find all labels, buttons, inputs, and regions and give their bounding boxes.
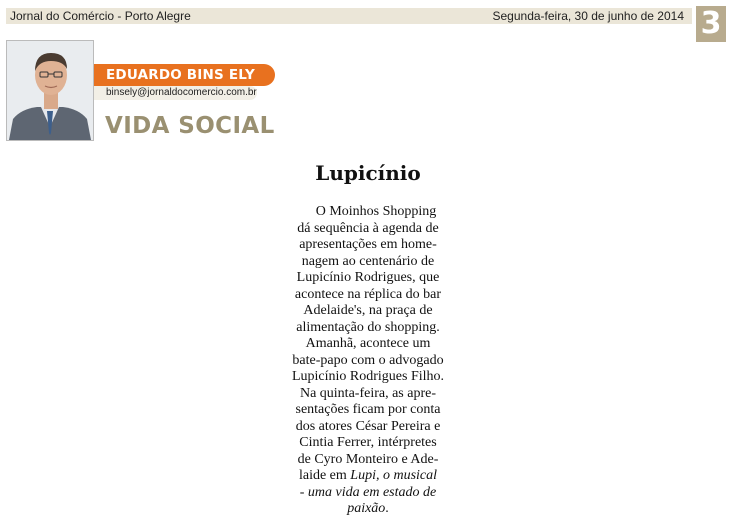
article-line: dá sequência à agenda de [297,220,439,236]
show-title-italic: paixão [347,501,386,516]
masthead: Jornal do Comércio - Porto Alegre [10,9,191,23]
article-line: Lupicínio Rodrigues, que [296,270,440,285]
article-line: Adelaide's, na praça de [303,303,433,318]
author-portrait-icon [7,41,93,140]
article-line: O Moinhos Shopping [315,204,437,219]
article-line: Lupicínio Rodrigues Filho. [291,369,445,384]
article-line: de Cyro Monteiro e Ade- [297,451,439,467]
page-number-badge: 3 [696,6,726,42]
article-line: Na quinta-feira, as apre- [299,385,437,401]
article-line: bate-papo com o advogado [292,352,444,368]
article-body [272,204,464,518]
author-email: binsely@jornaldocomercio.com.br [106,87,257,98]
article-line-text: laide em [298,468,351,483]
article-line: nagem ao centenário de [301,253,435,269]
show-title-italic: - uma vida em estado de [299,484,437,500]
article-line: Amanhã, acontece um [305,336,431,351]
author-photo [6,40,94,141]
final-period: . [385,501,389,516]
article-line [272,468,464,485]
article-line: acontece na réplica do bar [294,286,442,302]
author-name: EDUARDO BINS ELY [106,67,255,83]
article-headline: Lupicínio [315,161,421,185]
article-line: Cintia Ferrer, intérpretes [299,435,437,450]
column-section-title: VIDA SOCIAL [105,113,275,139]
article-line: dos atores César Pereira e [295,418,441,434]
article-line [272,501,464,518]
publication-date: Segunda-feira, 30 de junho de 2014 [492,9,684,23]
article-line: apresentações em home- [299,237,437,252]
article-line: sentações ficam por conta [295,402,441,417]
article-line: alimentação do shopping. [296,319,440,335]
show-title-italic: Lupi, o musical [350,468,438,483]
